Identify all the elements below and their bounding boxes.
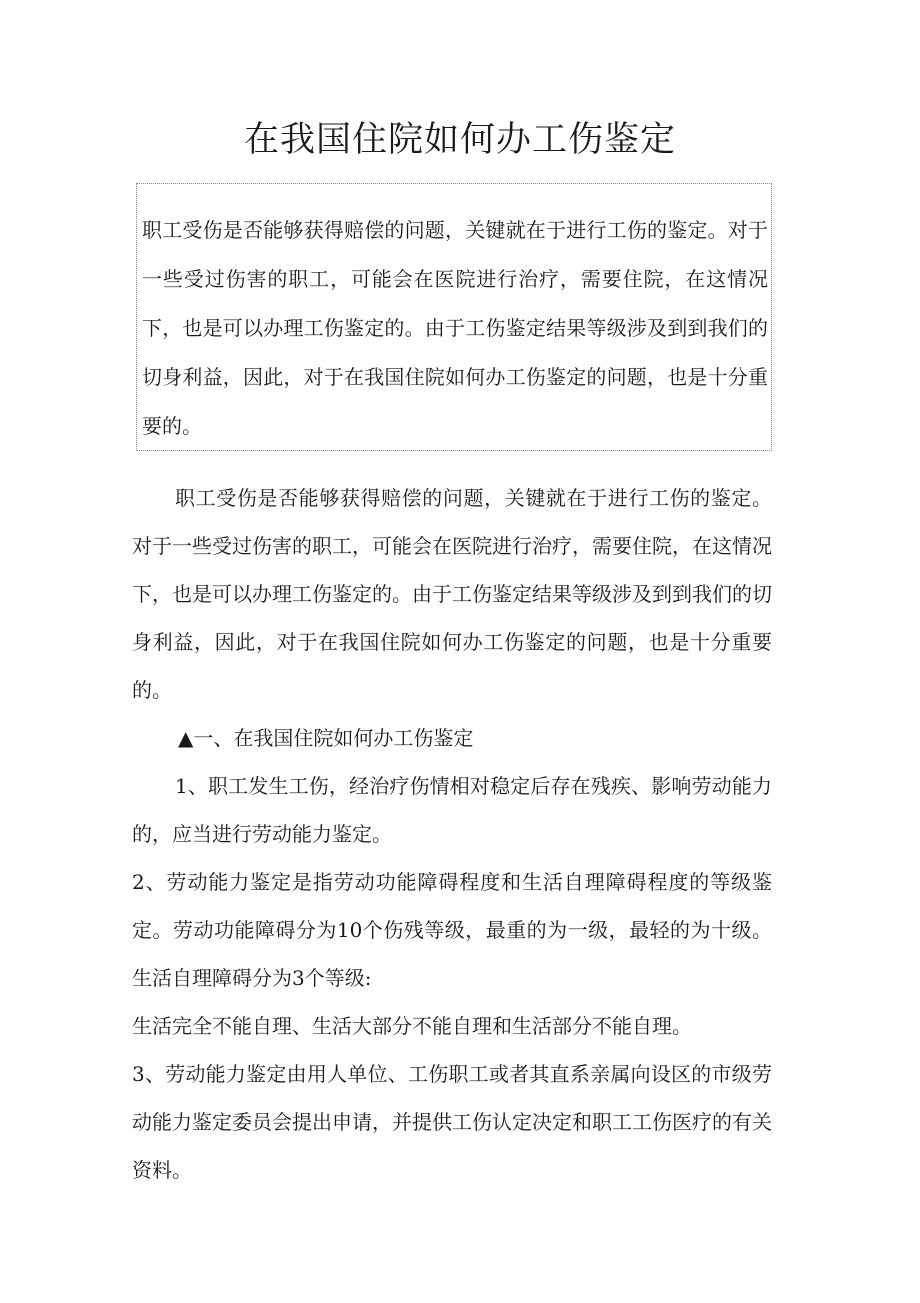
item-1-paragraph: 1、职工发生工伤，经治疗伤情相对稳定后存在残疾、影响劳动能力的，应当进行劳动能力鉴定。 bbox=[132, 774, 772, 846]
section-heading: ▲一、在我国住院如何办工伤鉴定 bbox=[178, 726, 474, 750]
intro-paragraph: 职工受伤是否能够获得赔偿的问题，关键就在于进行工伤的鉴定。对于一些受过伤害的职工，可能会在医院进行治疗，需要住院，在这情况下，也是可以办理工伤鉴定的。由于工伤鉴定结果等级涉及到到我们的切身利益，因此，对于在我国住院如何办工伤鉴定的问题，也是十分重要的。 bbox=[132, 486, 772, 702]
item-2-continuation: 生活完全不能自理、生活大部分不能自理和生活部分不能自理。 bbox=[132, 1014, 692, 1038]
item-3-paragraph: 3、劳动能力鉴定由用人单位、工伤职工或者其直系亲属向设区的市级劳动能力鉴定委员会提出申请，并提供工伤认定决定和职工工伤医疗的有关资料。 bbox=[132, 1062, 772, 1182]
item-2-paragraph: 2、劳动能力鉴定是指劳动功能障碍程度和生活自理障碍程度的等级鉴定。劳动功能障碍分为10个伤残等级，最重的为一级，最轻的为十级。生活自理障碍分为3个等级: bbox=[132, 870, 772, 990]
document-body bbox=[132, 474, 772, 1194]
summary-box bbox=[136, 183, 772, 451]
summary-text: 职工受伤是否能够获得赔偿的问题，关键就在于进行工伤的鉴定。对于一些受过伤害的职工，可能会在医院进行治疗，需要住院，在这情况下，也是可以办理工伤鉴定的。由于工伤鉴定结果等级涉及到到我们的切身利益，因此，对于在我国住院如何办工伤鉴定的问题，也是十分重要的。 bbox=[142, 218, 768, 438]
page-title: 在我国住院如何办工伤鉴定 bbox=[243, 120, 676, 160]
